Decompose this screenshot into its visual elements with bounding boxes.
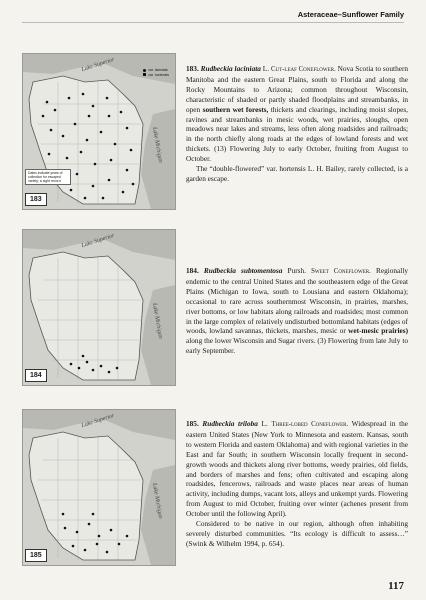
square-dot-icon xyxy=(143,73,146,76)
legend-item: var. laciniata xyxy=(148,68,168,72)
round-dot-icon xyxy=(143,69,146,72)
lake-michigan-label: Lake Michigan xyxy=(150,482,164,520)
entry-text: along the lower Wisconsin and Sugar rivers. (3) Flowering from late July to early September. xyxy=(186,336,408,356)
common-name: Three-lobed Coneflower. xyxy=(271,421,349,428)
species-entry-184 xyxy=(186,266,408,356)
entry-text: Nova Scotia to southern Manitoba and the eastern Great Plains, south to Florida and along the Rocky Mountains to Arizona; common throughout Wisconsin, characteristic of shaded or partly shaded floodplains and streambanks, in open xyxy=(186,64,409,114)
author: L. xyxy=(261,419,268,428)
scientific-name: Rudbeckia triloba xyxy=(202,419,258,428)
map-number: 185 xyxy=(25,549,47,562)
distribution-map-184 xyxy=(22,229,176,386)
dates-note: Dates indicate years of collection for escaped variety; ● sight record xyxy=(25,169,71,185)
lake-superior-label: Lake Superior xyxy=(80,232,116,250)
scientific-name: Rudbeckia subtomentosa xyxy=(203,266,283,275)
entry-number: 185. xyxy=(186,419,199,428)
common-name: Cut-leaf Coneflower. xyxy=(270,66,336,73)
distribution-map-183 xyxy=(22,53,176,210)
scientific-name: Rudbeckia laciniata xyxy=(200,64,261,73)
running-head: Asteraceae–Sunflower Family xyxy=(297,10,404,19)
map-number: 183 xyxy=(25,193,47,206)
habitat-bold: wet-mesic prairies) xyxy=(348,326,408,336)
map-number: 184 xyxy=(25,369,47,382)
distribution-map-185 xyxy=(22,409,176,566)
entry-note: Considered to be native in our region, although often inhabiting severely disturbed communities. “Its ecology is difficult to assess…” (Swink & Wilhelm 1994, p. 654). xyxy=(186,519,408,548)
entry-note: The “double-flowered” var. hortensis L. H. Bailey, rarely collected, is a garden escape. xyxy=(186,164,408,183)
lake-michigan-label: Lake Michigan xyxy=(150,126,164,164)
entry-text: Regionally endemic to the central United States and the southeastern edge of the Great Plains (Michigan to Iowa, south to Lousiana and eastern Oklahoma); occasional to rare across southernmost Wisconsin, in prairies, marshes, river bottoms, or low habitats along railroads and roadsides; most common in the large complex of relatively undisturbed bottomland habitats (edges of woods, lowland savannas, thickets, marshes, mesic or xyxy=(186,266,408,336)
entry-text: thickets and clearings, including moist slopes, ravines and streambanks in mesic woods, wet prairies, sloughs, open meadows near lakes and streams, less often along roadsides and railroads; in the north chiefly along roads at the edges of lowland forests and wet thickets. (13) Flowering July to early October, fruiting from August to October. xyxy=(186,104,409,164)
common-name: Sweet Coneflower. xyxy=(311,268,371,275)
habitat-bold: southern wet forests, xyxy=(202,104,269,114)
author: Pursh. xyxy=(287,266,306,275)
entry-text: Widespread in the eastern United States (New York to Minnesota and eastern. Kansas, south to western Florida and eastern Oklahoma) and with regional varieties in the East and far South; in southern Wisconsin locally frequent in second-growth woods and thickets along river bottoms, weedy prairies, old fields, and borders of marshes and fens; often cultivated and escaping along roadsides, fencerows, railroads and waste places near areas of human activity, including dumps, vacant lots, alleys and unkempt yards. Flowering from August to mid October, fruiting over winter (achenes present from October until the following April). xyxy=(186,419,409,519)
header-rule xyxy=(22,22,404,23)
species-entry-183 xyxy=(186,64,408,184)
lake-superior-label: Lake Superior xyxy=(80,56,116,74)
entry-number: 183. xyxy=(186,64,199,73)
entry-number: 184. xyxy=(186,266,199,275)
map-legend xyxy=(143,68,169,77)
legend-item: var. hortensis xyxy=(148,72,169,77)
lake-michigan-label: Lake Michigan xyxy=(150,302,164,340)
author: L. xyxy=(262,64,270,73)
lake-superior-label: Lake Superior xyxy=(80,412,116,430)
species-entry-185 xyxy=(186,419,408,549)
page-number: 117 xyxy=(388,580,404,592)
